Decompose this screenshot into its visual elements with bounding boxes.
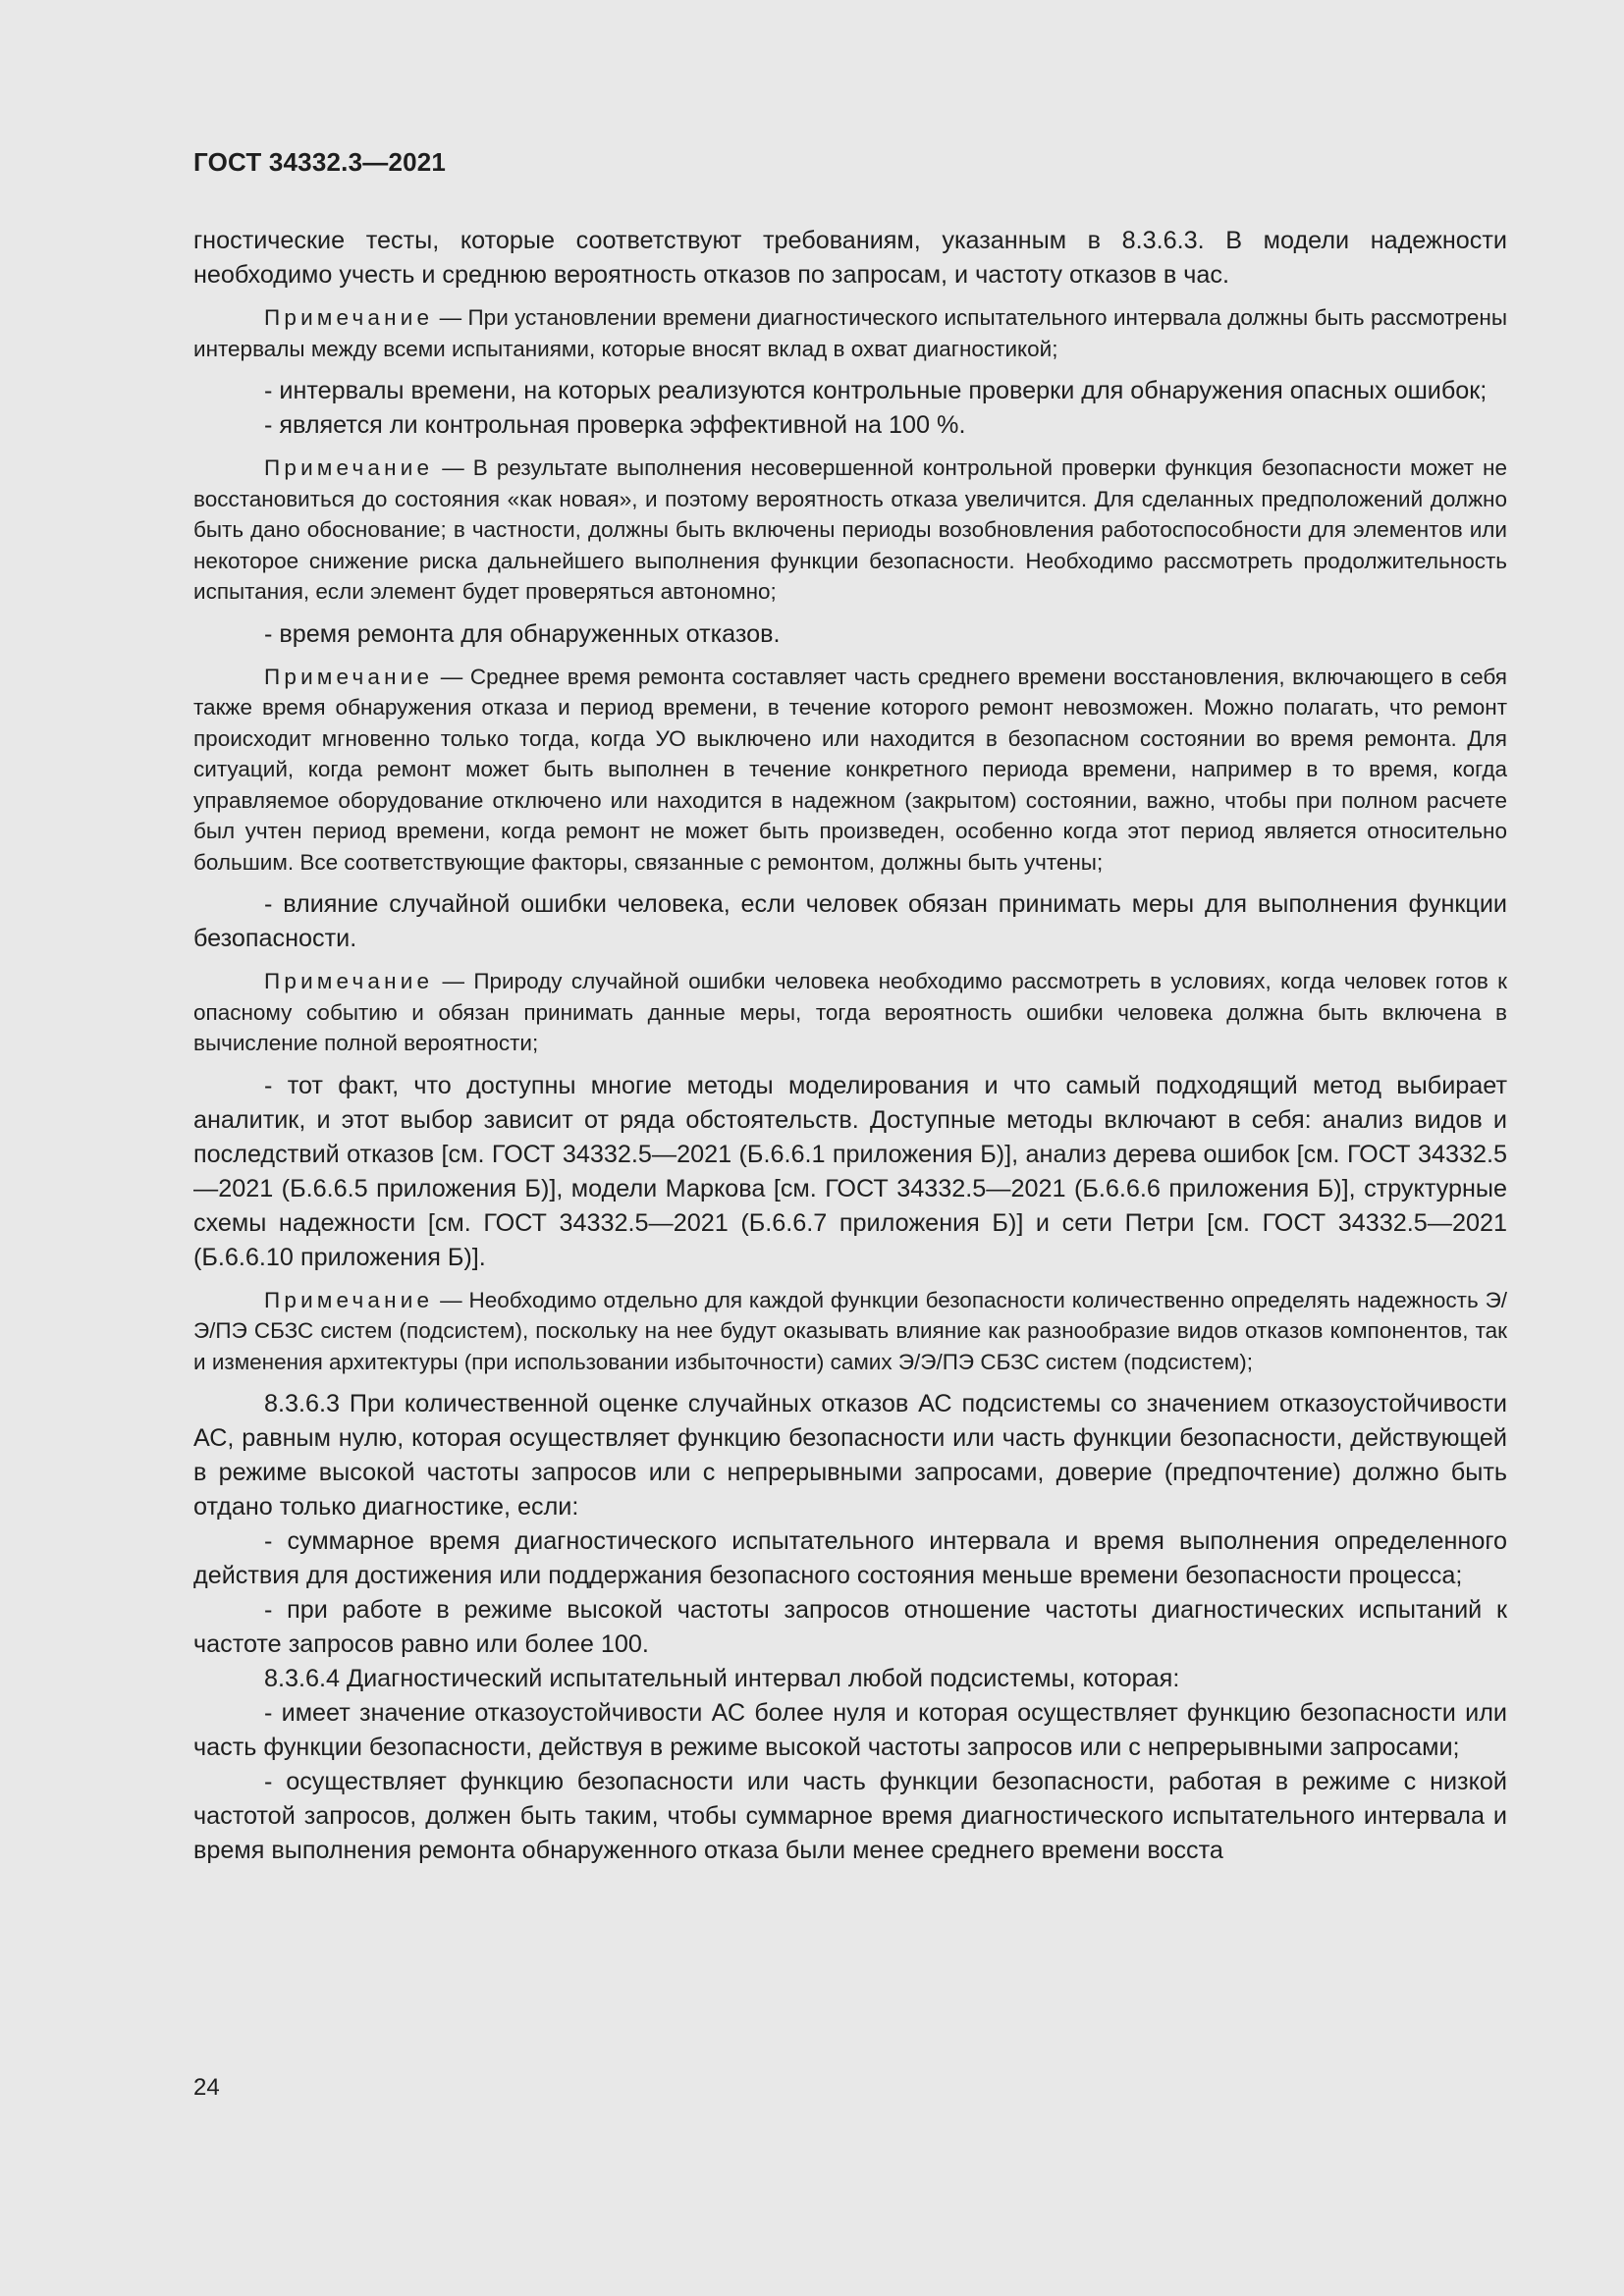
note-label: Примечание — [264, 455, 434, 480]
note-paragraph — [193, 1285, 1507, 1378]
page-body — [193, 224, 1507, 1868]
note-label: Примечание — [264, 664, 434, 689]
note-paragraph — [193, 662, 1507, 879]
list-item: - имеет значение отказоустойчивости АС более нуля и которая осуществляет функцию безопасности или часть функции безопасности, действуя в режиме высокой частоты запросов или с непрерывными запросами; — [193, 1699, 1507, 1761]
note-text: — Среднее время ремонта составляет часть среднего времени восстановления, включающего в себя также время обнаружения отказа и период времени, в течение которого ремонт невозможен. Можно полагать, что ремонт происходит мгновенно только тогда, когда УО выключено или находится в безопасном состоянии во время ремонта. Для ситуаций, когда ремонт может быть выполнен в течение конкретного периода времени, например в то время, когда управляемое оборудование отключено или находится в надежном (закрытом) состоянии, важно, чтобы при полном расчете был учтен период времени, когда ремонт не может быть произведен, особенно когда этот период является относительно большим. Все соответствующие факторы, связанные с ремонтом, должны быть учтены; — [193, 664, 1507, 875]
list-item: - суммарное время диагностического испытательного интервала и время выполнения определенного действия для достижения или поддержания безопасного состояния меньше времени безопасности процесса; — [193, 1527, 1507, 1589]
body-paragraph: гностические тесты, которые соответствуют требованиям, указанным в 8.3.6.3. В модели надежности необходимо учесть и среднюю вероятность отказов по запросам, и частоту отказов в час. — [193, 227, 1507, 289]
note-paragraph — [193, 966, 1507, 1059]
note-label: Примечание — [264, 1287, 434, 1312]
note-paragraph — [193, 302, 1507, 364]
note-label: Примечание — [264, 305, 434, 330]
note-label: Примечание — [264, 969, 434, 993]
document-id-header: ГОСТ 34332.3—2021 — [193, 147, 447, 177]
list-item: - тот факт, что доступны многие методы моделирования и что самый подходящий метод выбирает аналитик, и этот выбор зависит от ряда обстоятельств. Доступные методы включают в себя: анализ видов и последствий отказов [см. ГОСТ 34332.5—2021 (Б.6.6.1 приложения Б)], анализ дерева ошибок [см. ГОСТ 34332.5—2021 (Б.6.6.5 приложения Б)], модели Маркова [см. ГОСТ 34332.5—2021 (Б.6.6.6 приложения Б)], структурные схемы надежности [см. ГОСТ 34332.5—2021 (Б.6.6.7 приложения Б)] и сети Петри [см. ГОСТ 34332.5—2021 (Б.6.6.10 приложения Б)]. — [193, 1071, 1507, 1271]
list-item: - время ремонта для обнаруженных отказов. — [264, 619, 781, 648]
list-item: - при работе в режиме высокой частоты запросов отношение частоты диагностических испытаний к частоте запросов равно или более 100. — [193, 1596, 1507, 1658]
page-number: 24 — [193, 2074, 220, 2101]
section-8-3-6-4: 8.3.6.4 Диагностический испытательный интервал любой подсистемы, которая: — [264, 1665, 1180, 1692]
note-text: — При установлении времени диагностического испытательного интервала должны быть рассмотрены интервалы между всеми испытаниями, которые вносят вклад в охват диагностикой; — [193, 305, 1507, 361]
note-text: — Необходимо отдельно для каждой функции безопасности количественно определять надежность Э/Э/ПЭ СБЗС систем (подсистем), поскольку на нее будут оказывать влияние как разнообразие видов отказов компонентов, так и изменения архитектуры (при использовании избыточности) самих Э/Э/ПЭ СБЗС систем (подсистем); — [193, 1287, 1507, 1374]
section-8-3-6-3: 8.3.6.3 При количественной оценке случайных отказов АС подсистемы со значением отказоустойчивости АС, равным нулю, которая осуществляет функцию безопасности или часть функции безопасности, действующей в режиме высокой частоты запросов или с непрерывными запросами, доверие (предпочтение) должно быть отдано только диагностике, если: — [193, 1390, 1507, 1521]
list-item: - интервалы времени, на которых реализуются контрольные проверки для обнаружения опасных ошибок; — [264, 377, 1488, 404]
note-paragraph — [193, 453, 1507, 608]
note-text: — Природу случайной ошибки человека необходимо рассмотреть в условиях, когда человек готов к опасному событию и обязан принимать данные меры, тогда вероятность ошибки человека должна быть включена в вычисление полной вероятности; — [193, 969, 1507, 1055]
list-item: - является ли контрольная проверка эффективной на 100 %. — [264, 411, 966, 439]
note-text: — В результате выполнения несовершенной контрольной проверки функция безопасности может не восстановиться до состояния «как новая», и поэтому вероятность отказа увеличится. Для сделанных предположений должно быть дано обоснование; в частности, должны быть включены периоды возобновления работоспособности для элементов или некоторое снижение риска дальнейшего выполнения функции безопасности. Необходимо рассмотреть продолжительность испытания, если элемент будет проверяться автономно; — [193, 455, 1507, 604]
list-item: - влияние случайной ошибки человека, если человек обязан принимать меры для выполнения функции безопасности. — [193, 890, 1507, 952]
list-item: - осуществляет функцию безопасности или часть функции безопасности, работая в режиме с низкой частотой запросов, должен быть таким, чтобы суммарное время диагностического испытательного интервала и время выполнения ремонта обнаруженного отказа были менее среднего времени восста — [193, 1768, 1507, 1864]
